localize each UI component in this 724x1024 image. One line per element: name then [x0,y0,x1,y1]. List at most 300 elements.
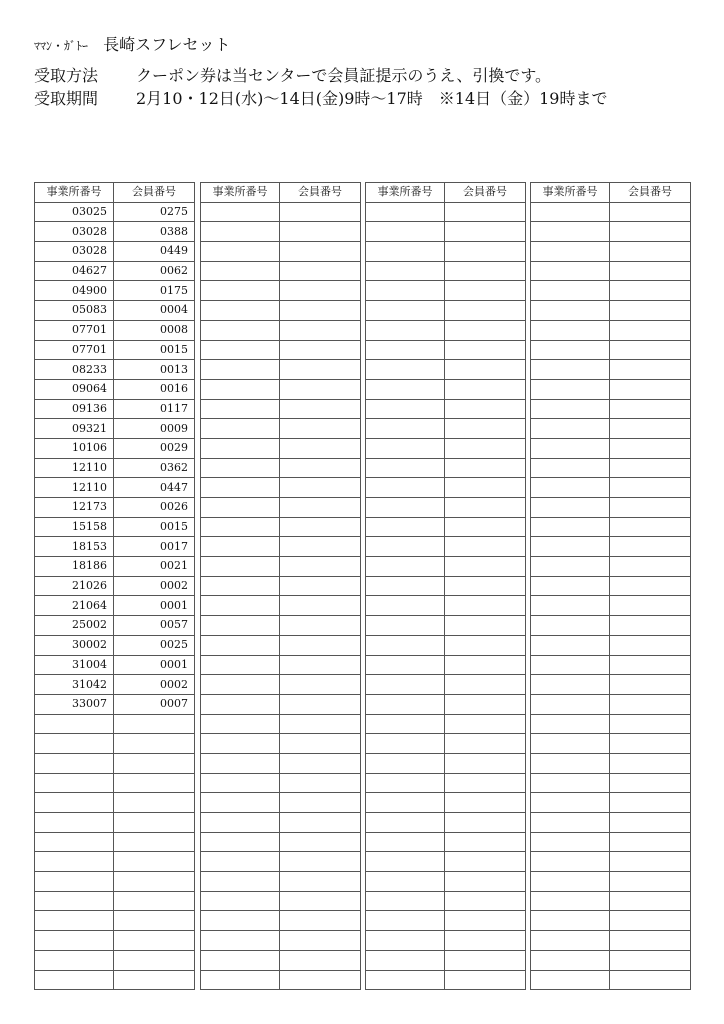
member-number-cell: 0057 [114,616,195,636]
member-number-cell [610,557,691,577]
member-number-cell [445,281,526,301]
member-number-cell [280,813,361,833]
pickup-method-text: クーポン券は当センターで会員証提示のうえ、引換です。 [136,66,552,85]
member-number-cell [610,616,691,636]
member-number-cell [114,793,195,813]
office-number-cell: 07701 [35,340,114,360]
member-number-cell: 0021 [114,557,195,577]
brand-name: ﾏﾏﾝ・ｶﾞﾄｰ [34,39,89,53]
office-number-cell [366,360,445,380]
member-number-cell [445,635,526,655]
office-number-header: 事業所番号 [531,183,610,203]
office-number-cell [531,320,610,340]
table-row [531,793,691,813]
table-row [531,813,691,833]
table-row [531,320,691,340]
member-number-cell: 0002 [114,576,195,596]
office-number-cell [531,576,610,596]
table-row [35,202,195,222]
table-row [531,655,691,675]
member-table-group-3 [365,182,526,990]
table-row [35,753,195,773]
table-row [35,694,195,714]
member-number-cell [114,950,195,970]
table-row [531,616,691,636]
table-row [201,596,361,616]
member-number-cell: 0015 [114,340,195,360]
member-number-cell [445,557,526,577]
office-number-cell [366,852,445,872]
table-row [201,478,361,498]
table-row [531,458,691,478]
table-row [531,202,691,222]
office-number-cell: 04900 [35,281,114,301]
table-row [35,340,195,360]
member-number-cell [280,340,361,360]
table-header-row [35,183,195,203]
member-number-cell [445,832,526,852]
member-number-cell [445,399,526,419]
table-row [201,340,361,360]
office-number-cell [201,576,280,596]
table-row [201,832,361,852]
office-number-cell [531,970,610,990]
member-number-header: 会員番号 [445,183,526,203]
office-number-cell [201,261,280,281]
member-number-cell [445,458,526,478]
table-row [531,852,691,872]
table-row [201,714,361,734]
member-number-cell [610,753,691,773]
office-number-cell: 31042 [35,675,114,695]
member-number-cell [610,202,691,222]
table-row [35,813,195,833]
office-number-cell: 05083 [35,301,114,321]
member-number-cell: 0015 [114,517,195,537]
table-row [201,301,361,321]
member-number-cell [445,320,526,340]
table-row [35,498,195,518]
member-number-cell [445,852,526,872]
office-number-cell [35,931,114,951]
table-row [531,832,691,852]
office-number-cell [531,222,610,242]
office-number-cell: 04627 [35,261,114,281]
member-number-cell [445,537,526,557]
office-number-cell [531,281,610,301]
office-number-cell [201,320,280,340]
member-number-cell [280,261,361,281]
table-row [35,635,195,655]
office-number-cell [366,498,445,518]
table-row [531,891,691,911]
office-number-cell: 15158 [35,517,114,537]
member-number-cell: 0002 [114,675,195,695]
office-number-cell: 12110 [35,458,114,478]
table-row [201,655,361,675]
table-row [531,419,691,439]
table-row [201,813,361,833]
office-number-cell [201,950,280,970]
office-number-cell [531,360,610,380]
office-number-cell [531,261,610,281]
member-number-cell [610,222,691,242]
office-number-cell [366,694,445,714]
table-row [201,852,361,872]
member-number-cell [445,872,526,892]
table-row [35,517,195,537]
member-number-cell: 0017 [114,537,195,557]
office-number-cell [201,596,280,616]
member-number-cell [280,399,361,419]
table-row [366,242,526,262]
office-number-cell [531,537,610,557]
table-row [201,950,361,970]
member-number-cell [445,911,526,931]
office-number-cell [531,773,610,793]
member-number-cell [280,320,361,340]
table-row [35,793,195,813]
member-number-cell [445,734,526,754]
table-row [531,360,691,380]
member-number-cell [114,911,195,931]
member-number-cell [445,970,526,990]
table-row [366,813,526,833]
table-row [201,970,361,990]
table-row [201,379,361,399]
office-number-cell [531,616,610,636]
office-number-cell: 12110 [35,478,114,498]
office-number-header: 事業所番号 [201,183,280,203]
office-number-cell [531,242,610,262]
office-number-cell [531,852,610,872]
member-number-cell [280,360,361,380]
table-row [366,872,526,892]
member-number-cell: 0016 [114,379,195,399]
member-number-cell [114,931,195,951]
office-number-cell [201,635,280,655]
table-row [531,242,691,262]
office-number-cell [201,438,280,458]
office-number-cell [201,557,280,577]
office-number-cell [531,694,610,714]
table-row [531,773,691,793]
office-number-cell: 25002 [35,616,114,636]
member-number-cell [610,458,691,478]
pickup-method-line [34,64,704,87]
member-number-cell: 0449 [114,242,195,262]
member-number-cell [445,498,526,518]
table-row [366,557,526,577]
member-number-cell [280,478,361,498]
member-number-cell: 0388 [114,222,195,242]
member-number-cell: 0001 [114,596,195,616]
member-number-cell [445,360,526,380]
member-number-cell [114,773,195,793]
member-number-cell [610,281,691,301]
table-row [35,931,195,951]
table-row [201,419,361,439]
document-title [34,34,704,56]
member-number-cell [610,891,691,911]
member-number-cell: 0062 [114,261,195,281]
office-number-cell [201,202,280,222]
member-number-cell [610,832,691,852]
member-number-cell [610,399,691,419]
member-table-group-4 [530,182,691,990]
member-number-cell [610,773,691,793]
table-row [201,635,361,655]
office-number-cell [366,931,445,951]
table-row [201,911,361,931]
office-number-cell: 09321 [35,419,114,439]
member-number-cell [610,498,691,518]
office-number-cell [531,655,610,675]
member-number-cell [445,596,526,616]
office-number-cell [531,340,610,360]
office-number-cell: 33007 [35,694,114,714]
member-number-cell: 0026 [114,498,195,518]
office-number-cell [201,832,280,852]
table-row [35,281,195,301]
office-number-cell [201,281,280,301]
office-number-cell [366,379,445,399]
office-number-header: 事業所番号 [366,183,445,203]
office-number-cell [531,498,610,518]
office-number-cell [201,931,280,951]
table-row [531,596,691,616]
member-number-cell [610,438,691,458]
member-number-cell [610,635,691,655]
office-number-cell [201,872,280,892]
office-number-cell [366,753,445,773]
table-row [366,438,526,458]
table-row [366,950,526,970]
table-row [201,734,361,754]
member-number-cell [610,694,691,714]
member-number-cell [445,655,526,675]
member-number-cell [280,694,361,714]
member-number-cell [280,714,361,734]
pickup-period-label: 受取期間 [34,89,99,108]
table-row [366,793,526,813]
office-number-cell [35,911,114,931]
member-number-cell [445,438,526,458]
member-number-cell [280,753,361,773]
office-number-cell [531,872,610,892]
office-number-cell [201,734,280,754]
table-row [531,675,691,695]
member-number-cell [280,301,361,321]
document-header [34,34,704,110]
office-number-cell [201,694,280,714]
office-number-cell [531,813,610,833]
office-number-cell [35,714,114,734]
member-number-cell [280,458,361,478]
office-number-cell [531,950,610,970]
table-row [201,576,361,596]
table-row [35,419,195,439]
office-number-cell [201,655,280,675]
office-number-cell [201,773,280,793]
pickup-method-label: 受取方法 [34,66,99,85]
table-row [366,340,526,360]
member-number-cell [280,576,361,596]
member-number-cell [280,911,361,931]
member-number-cell [610,931,691,951]
table-row [366,498,526,518]
member-number-cell [280,675,361,695]
member-number-cell [445,931,526,951]
member-number-cell [445,753,526,773]
table-row [201,320,361,340]
table-row [366,675,526,695]
office-number-cell [35,734,114,754]
member-number-cell [114,852,195,872]
office-number-cell [201,891,280,911]
table-row [201,694,361,714]
office-number-cell: 10106 [35,438,114,458]
table-row [35,537,195,557]
table-row [366,931,526,951]
office-number-cell [366,872,445,892]
table-row [366,261,526,281]
member-number-cell [280,950,361,970]
table-row [201,242,361,262]
table-row [201,675,361,695]
table-row [35,970,195,990]
table-row [35,891,195,911]
office-number-cell [35,891,114,911]
table-row [201,753,361,773]
table-row [201,616,361,636]
office-number-cell [366,419,445,439]
table-row [366,576,526,596]
office-number-cell [531,557,610,577]
table-row [366,635,526,655]
table-row [35,557,195,577]
member-number-cell [610,793,691,813]
office-number-cell [201,675,280,695]
member-number-cell [610,734,691,754]
office-number-cell [531,202,610,222]
office-number-cell [201,813,280,833]
office-number-cell [35,793,114,813]
table-row [35,596,195,616]
office-number-cell [35,832,114,852]
office-number-cell [531,438,610,458]
office-number-cell [366,438,445,458]
office-number-cell [201,517,280,537]
member-number-cell: 0362 [114,458,195,478]
office-number-cell [366,813,445,833]
table-row [531,734,691,754]
table-row [366,616,526,636]
table-row [531,970,691,990]
office-number-cell [531,911,610,931]
table-row [201,931,361,951]
table-row [35,242,195,262]
office-number-cell [531,458,610,478]
table-row [201,793,361,813]
table-row [366,970,526,990]
table-row [366,694,526,714]
member-number-cell [280,970,361,990]
table-row [201,891,361,911]
office-number-cell [366,399,445,419]
office-number-cell [531,399,610,419]
member-number-cell [610,813,691,833]
table-row [366,517,526,537]
member-number-header: 会員番号 [610,183,691,203]
member-number-cell [280,242,361,262]
office-number-cell [201,498,280,518]
table-row [531,931,691,951]
office-number-cell [366,832,445,852]
table-row [35,320,195,340]
office-number-cell [366,596,445,616]
office-number-cell: 18186 [35,557,114,577]
office-number-cell [35,813,114,833]
member-number-cell [280,832,361,852]
table-row [366,320,526,340]
member-number-cell [280,557,361,577]
member-number-cell [280,537,361,557]
table-row [366,891,526,911]
office-number-cell [531,832,610,852]
member-number-cell [610,379,691,399]
table-row [366,399,526,419]
member-number-cell [445,222,526,242]
member-number-cell [445,773,526,793]
table-row [201,360,361,380]
member-number-cell [610,517,691,537]
member-number-cell [445,576,526,596]
member-number-cell [280,773,361,793]
office-number-cell [201,970,280,990]
office-number-cell [531,734,610,754]
table-row [35,261,195,281]
member-number-cell [445,813,526,833]
table-row [201,399,361,419]
member-number-cell [445,419,526,439]
table-row [366,911,526,931]
member-number-cell: 0013 [114,360,195,380]
member-number-cell [280,202,361,222]
office-number-cell [366,576,445,596]
table-row [366,458,526,478]
member-number-cell [445,517,526,537]
table-row [366,202,526,222]
office-number-cell [531,379,610,399]
member-number-cell [445,379,526,399]
member-number-cell [280,852,361,872]
office-number-cell: 12173 [35,498,114,518]
office-number-header: 事業所番号 [35,183,114,203]
office-number-cell: 30002 [35,635,114,655]
member-number-cell [445,714,526,734]
member-number-header: 会員番号 [280,183,361,203]
member-number-cell [280,635,361,655]
office-number-cell [201,714,280,734]
member-number-tables [0,182,724,1002]
table-row [366,419,526,439]
member-number-cell [445,261,526,281]
table-row [201,872,361,892]
office-number-cell [366,911,445,931]
office-number-cell [201,458,280,478]
member-number-cell: 0275 [114,202,195,222]
